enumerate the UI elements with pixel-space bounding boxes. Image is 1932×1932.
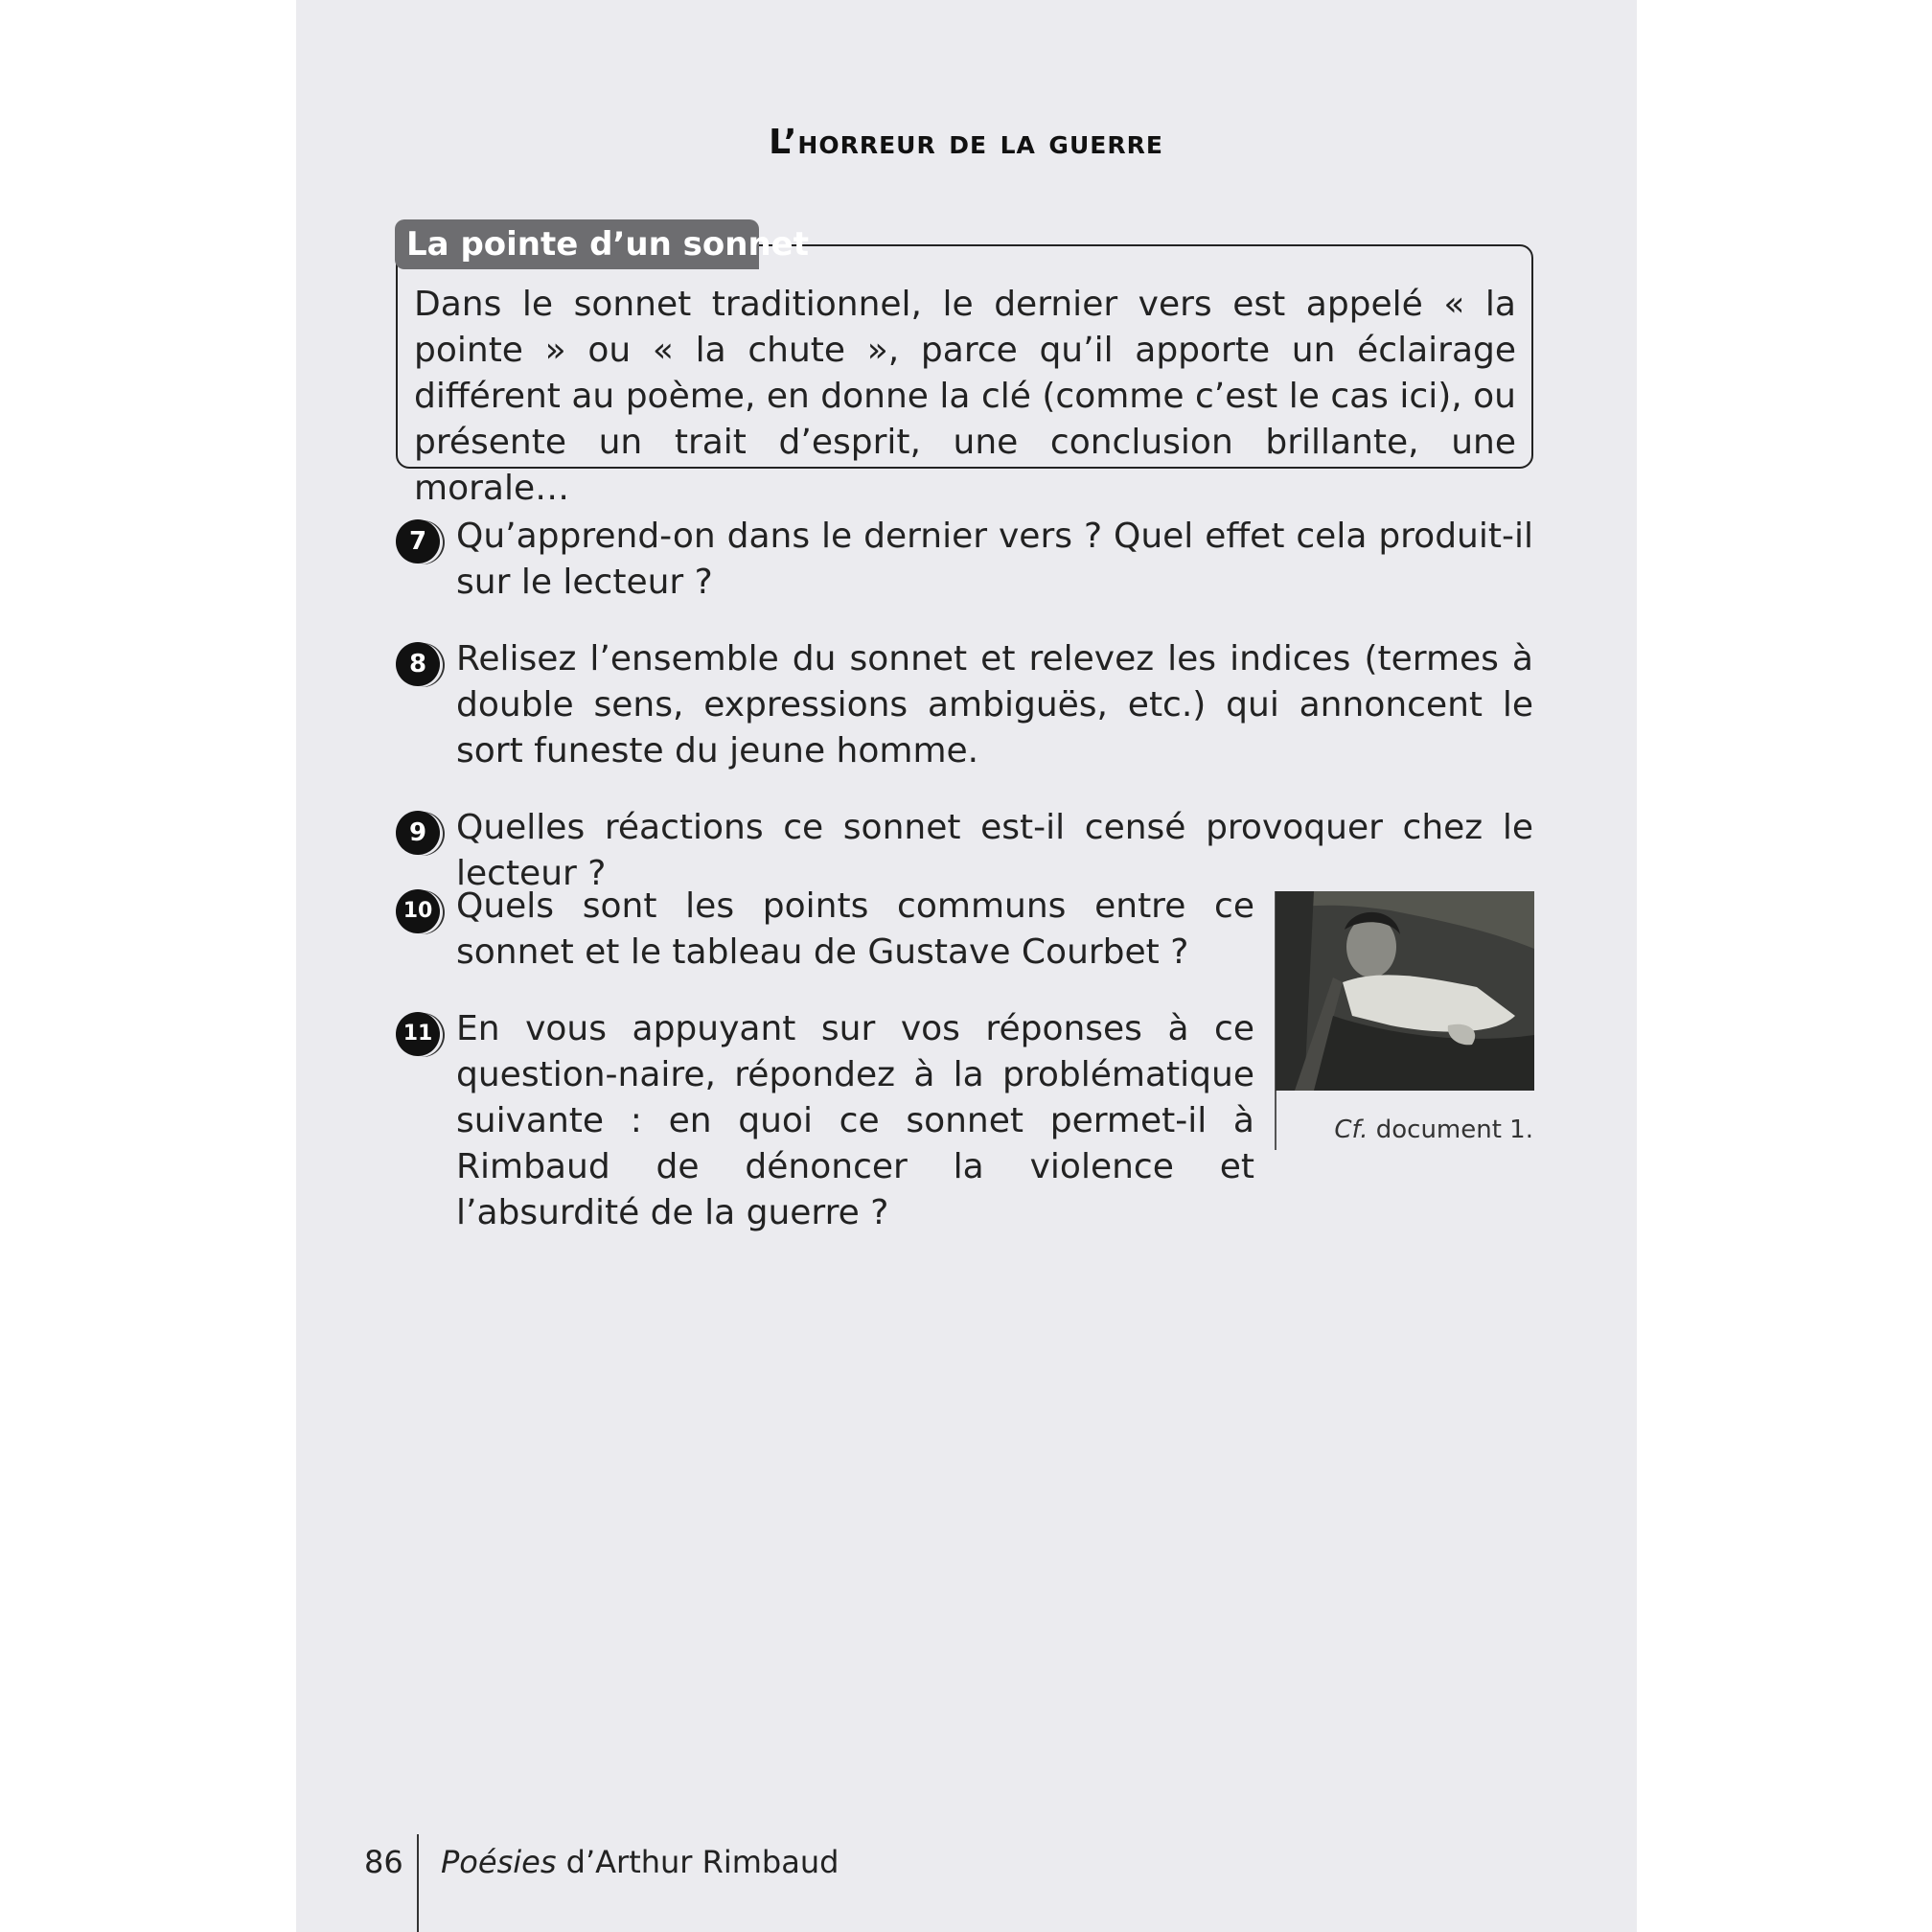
caption-cf: Cf. — [1334, 1116, 1368, 1144]
caption-text: document 1. — [1368, 1116, 1533, 1144]
question-text: En vous appuyant sur vos réponses à ce question-naire, répondez à la problématique suivante : en quoi ce sonnet permet-il à Rimbaud de dénoncer la violence et l’absurdité de la guerre ? — [456, 1009, 1254, 1232]
question-text: Relisez l’ensemble du sonnet et relevez les indices (termes à double sens, expressions ambiguës, etc.) qui annoncent le sort funeste du jeune homme. — [456, 639, 1533, 770]
info-box-text: Dans le sonnet traditionnel, le dernier vers est appelé « la pointe » ou « la chute », parce qu’il apporte un éclairage différent au poème, en donne la clé (comme c’est le cas ici), ou présente un trait d’esprit, une conclusion brillante, une morale… — [414, 285, 1516, 508]
question-text: Quels sont les points communs entre ce sonnet et le tableau de Gustave Courbet ? — [456, 886, 1254, 972]
book-author: d’Arthur Rimbaud — [556, 1844, 840, 1880]
courbet-painting-image — [1276, 891, 1534, 1091]
info-box-label: La pointe d’un sonnet — [395, 219, 759, 269]
running-footer — [441, 1844, 839, 1880]
page-number: 86 — [364, 1844, 403, 1880]
footer-divider — [417, 1834, 419, 1932]
question-number-badge: 10 — [396, 889, 440, 933]
question-text: Qu’apprend-on dans le dernier vers ? Quel effet cela produit-il sur le lecteur ? — [456, 517, 1533, 602]
question-number-badge: 11 — [396, 1012, 440, 1056]
figure-caption — [1284, 1116, 1533, 1144]
page-title: L’horreur de la guerre — [769, 123, 1163, 162]
question-number-badge: 9 — [396, 811, 440, 855]
question-text: Quelles réactions ce sonnet est-il censé provoquer chez le lecteur ? — [456, 808, 1533, 893]
painting-illustration — [1276, 891, 1534, 1091]
question-number-badge: 8 — [396, 642, 440, 686]
book-title: Poésies — [441, 1844, 557, 1880]
question-number-badge: 7 — [396, 519, 440, 564]
